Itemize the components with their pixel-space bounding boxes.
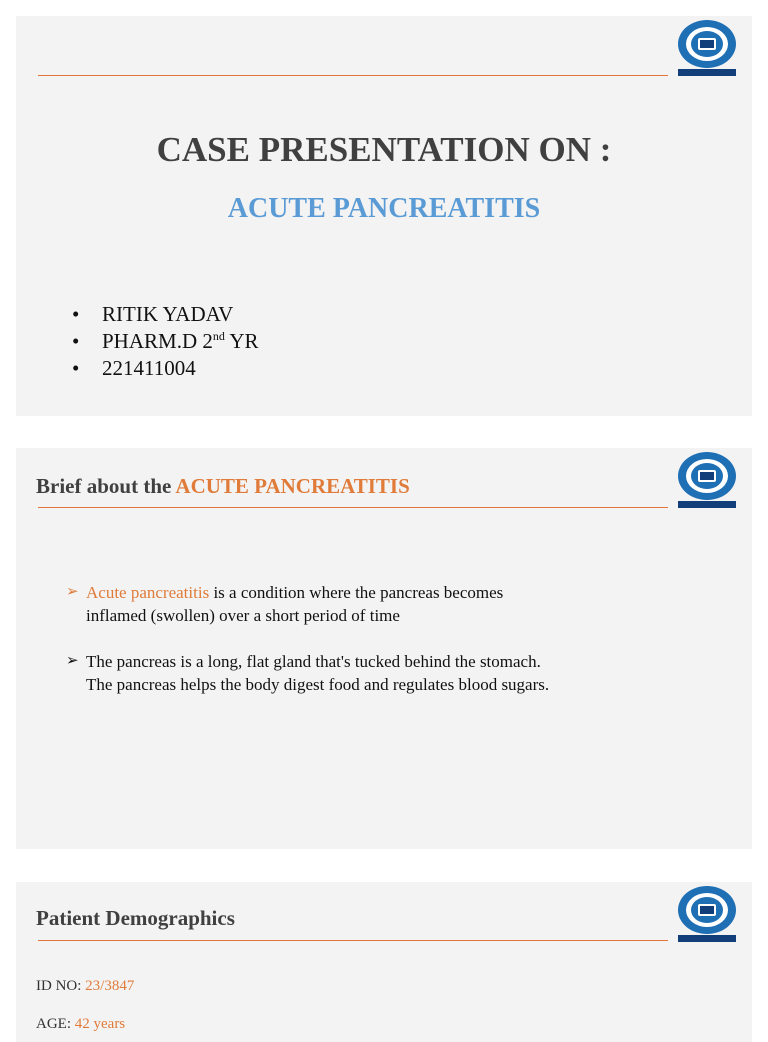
slide-brief bbox=[16, 448, 752, 849]
slide-title bbox=[16, 16, 752, 416]
presenter-course bbox=[102, 328, 259, 355]
bullet-icon: • bbox=[72, 329, 80, 353]
field-value: 23/3847 bbox=[85, 978, 135, 994]
slide-subtitle: ACUTE PANCREATITIS bbox=[227, 193, 541, 224]
university-logo bbox=[674, 18, 740, 78]
patient-age bbox=[36, 1016, 125, 1033]
heading-highlight: ACUTE PANCREATITIS bbox=[175, 474, 410, 498]
presenter-name: RITIK YADAV bbox=[102, 302, 234, 326]
course-ordinal: nd bbox=[212, 329, 225, 343]
header-rule bbox=[38, 507, 668, 508]
bullet-icon: • bbox=[72, 302, 80, 326]
field-value: 42 years bbox=[74, 1016, 126, 1032]
slide-demographics bbox=[16, 882, 752, 1042]
arrow-bullet-icon: ➢ bbox=[66, 584, 79, 600]
university-logo bbox=[674, 450, 740, 510]
field-label: ID NO: bbox=[36, 978, 86, 994]
slide-heading bbox=[36, 474, 410, 499]
slide-heading: Patient Demographics bbox=[36, 906, 235, 930]
heading-prefix: Brief about the bbox=[36, 474, 176, 498]
term-highlight: Acute pancreatitis bbox=[86, 583, 210, 602]
bullet-point bbox=[66, 650, 556, 696]
bullet-point bbox=[66, 581, 556, 627]
list-item bbox=[72, 355, 259, 382]
header-rule bbox=[38, 75, 668, 76]
bullet-icon: • bbox=[72, 356, 80, 380]
course-prefix: PHARM.D 2 bbox=[102, 329, 213, 353]
list-item bbox=[72, 301, 259, 328]
point-text: The pancreas is a long, flat gland that's tucked behind the stomach. The pancreas helps the body digest food and regulates blood sugars. bbox=[86, 652, 550, 694]
course-suffix: YR bbox=[224, 329, 259, 353]
slide-title: CASE PRESENTATION ON : bbox=[156, 130, 612, 169]
presenter-info-list bbox=[72, 301, 259, 382]
presenter-id: 221411004 bbox=[102, 356, 196, 380]
arrow-bullet-icon: ➢ bbox=[66, 653, 79, 669]
field-label: AGE: bbox=[36, 1016, 75, 1032]
university-logo bbox=[674, 884, 740, 944]
list-item bbox=[72, 328, 259, 355]
point-text: is a condition where the pancreas becomes inflamed (swollen) over a short period of time bbox=[86, 583, 504, 625]
header-rule bbox=[38, 940, 668, 941]
patient-id bbox=[36, 978, 134, 995]
